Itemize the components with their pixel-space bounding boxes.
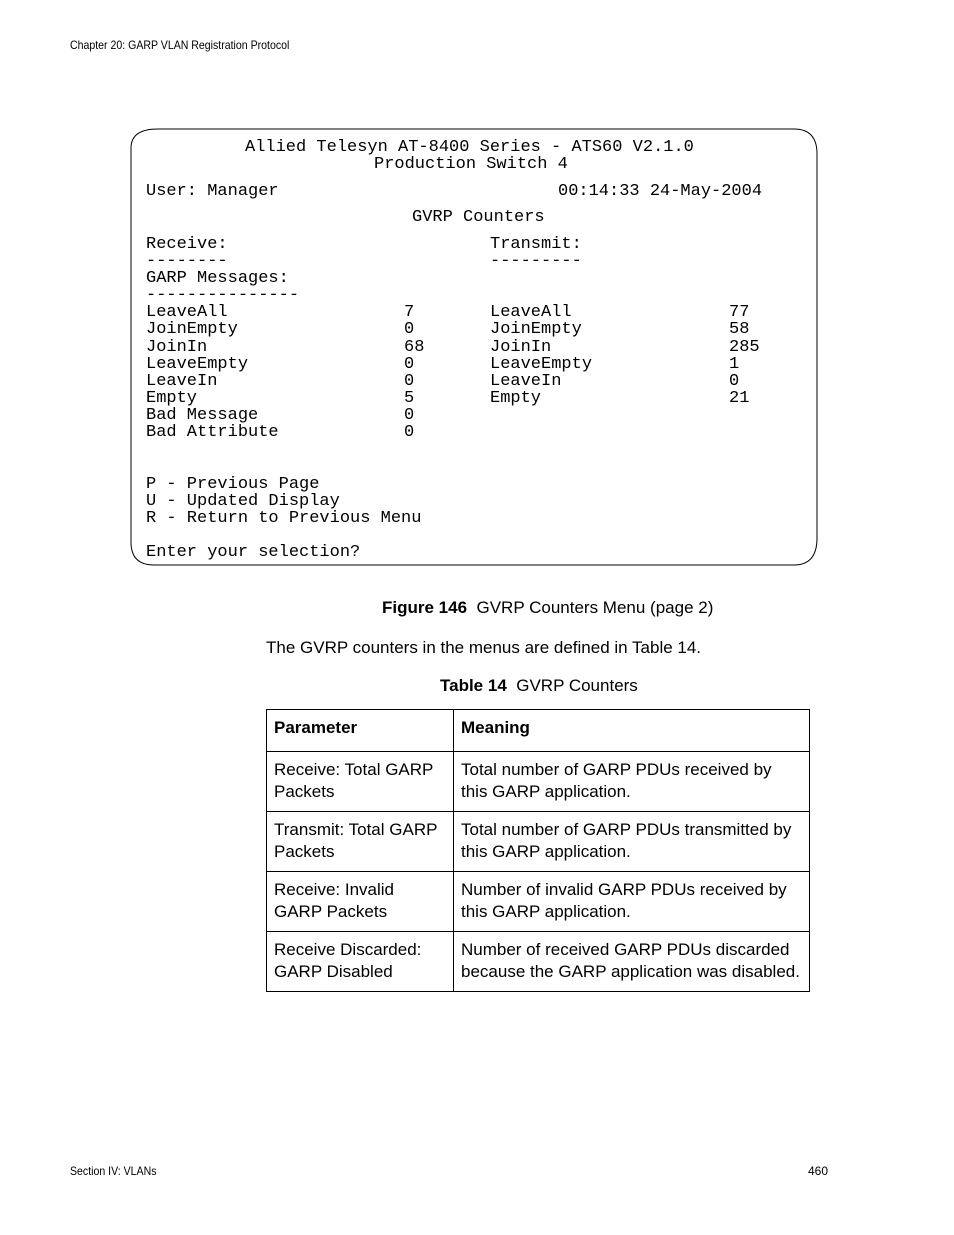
receive-counter-name: JoinEmpty: [146, 320, 238, 339]
transmit-counter-value: 58: [729, 320, 750, 339]
receive-counter-value: 7: [404, 303, 415, 322]
table-cell-parameter: Transmit: Total GARP Packets: [267, 812, 454, 872]
receive-counter-value: 68: [404, 338, 425, 357]
transmit-counter-name: LeaveEmpty: [490, 355, 593, 374]
transmit-counter-value: 285: [729, 338, 760, 357]
receive-counter-value: 0: [404, 320, 415, 339]
receive-counter-value: 0: [404, 355, 415, 374]
screen-heading: GVRP Counters: [412, 208, 545, 227]
table-row: [267, 752, 810, 812]
garp-messages-label: GARP Messages:: [146, 269, 289, 288]
screen-user: User: Manager: [146, 182, 279, 201]
gvrp-counters-table: [266, 709, 810, 992]
receive-counter-value: 0: [404, 423, 415, 442]
table-title: GVRP Counters: [516, 676, 638, 695]
table-row: [267, 812, 810, 872]
table-label: Table 14: [440, 676, 507, 695]
transmit-counter-name: Empty: [490, 389, 542, 408]
transmit-counter-value: 0: [729, 372, 740, 391]
receive-counter-name: JoinIn: [146, 338, 208, 357]
table-header-cell: Parameter: [267, 710, 454, 752]
receive-label: Receive:: [146, 235, 228, 254]
receive-counter-value: 5: [404, 389, 415, 408]
receive-counter-value: 0: [404, 372, 415, 391]
transmit-rule: ---------: [490, 252, 582, 271]
figure-label: Figure 146: [382, 598, 468, 617]
receive-counter-value: 0: [404, 406, 415, 425]
transmit-counter-name: LeaveAll: [490, 303, 572, 322]
table-header-row: [267, 710, 810, 752]
transmit-label: Transmit:: [490, 235, 582, 254]
table-cell-meaning: Total number of GARP PDUs transmitted by this GARP application.: [454, 812, 810, 872]
receive-counter-name: LeaveAll: [146, 303, 228, 322]
receive-counter-name: Bad Message: [146, 406, 259, 425]
transmit-counter-value: 1: [729, 355, 740, 374]
menu-option-updated-display[interactable]: U - Updated Display: [146, 492, 340, 511]
table-header-cell: Meaning: [454, 710, 810, 752]
screen-datetime: 00:14:33 24-May-2004: [558, 182, 763, 201]
footer-section: Section IV: VLANs: [70, 1164, 157, 1178]
menu-option-return-previous-menu[interactable]: R - Return to Previous Menu: [146, 509, 422, 528]
table-cell-meaning: Total number of GARP PDUs received by this GARP application.: [454, 752, 810, 812]
table-row: [267, 932, 810, 992]
receive-rule: --------: [146, 252, 228, 271]
transmit-counter-value: 21: [729, 389, 750, 408]
table-row: [267, 872, 810, 932]
screen-title-line2: Production Switch 4: [374, 155, 568, 174]
garp-messages-rule: ---------------: [146, 286, 300, 305]
receive-counter-name: Bad Attribute: [146, 423, 279, 442]
figure-title: GVRP Counters Menu (page 2): [476, 598, 714, 617]
screen-title-line1: Allied Telesyn AT-8400 Series - ATS60 V2.1.0: [245, 138, 694, 157]
receive-counter-name: LeaveIn: [146, 372, 218, 391]
menu-option-previous-page[interactable]: P - Previous Page: [146, 475, 320, 494]
selection-prompt[interactable]: Enter your selection?: [146, 543, 361, 562]
receive-counter-name: LeaveEmpty: [146, 355, 249, 374]
receive-counter-name: Empty: [146, 389, 198, 408]
terminal-screen-frame: [130, 128, 818, 567]
table-cell-meaning: Number of received GARP PDUs discarded because the GARP application was disabled.: [454, 932, 810, 992]
table-cell-parameter: Receive: Invalid GARP Packets: [267, 872, 454, 932]
footer-page-number: 460: [807, 1164, 828, 1178]
transmit-counter-name: JoinIn: [490, 338, 552, 357]
table-cell-meaning: Number of invalid GARP PDUs received by this GARP application.: [454, 872, 810, 932]
table-caption: [440, 676, 638, 696]
running-head: Chapter 20: GARP VLAN Registration Protocol: [70, 38, 290, 52]
transmit-counter-name: LeaveIn: [490, 372, 562, 391]
table-cell-parameter: Receive Discarded: GARP Disabled: [267, 932, 454, 992]
table-cell-parameter: Receive: Total GARP Packets: [267, 752, 454, 812]
body-paragraph: The GVRP counters in the menus are defined in Table 14.: [266, 638, 702, 657]
transmit-counter-value: 77: [729, 303, 750, 322]
transmit-counter-name: JoinEmpty: [490, 320, 582, 339]
